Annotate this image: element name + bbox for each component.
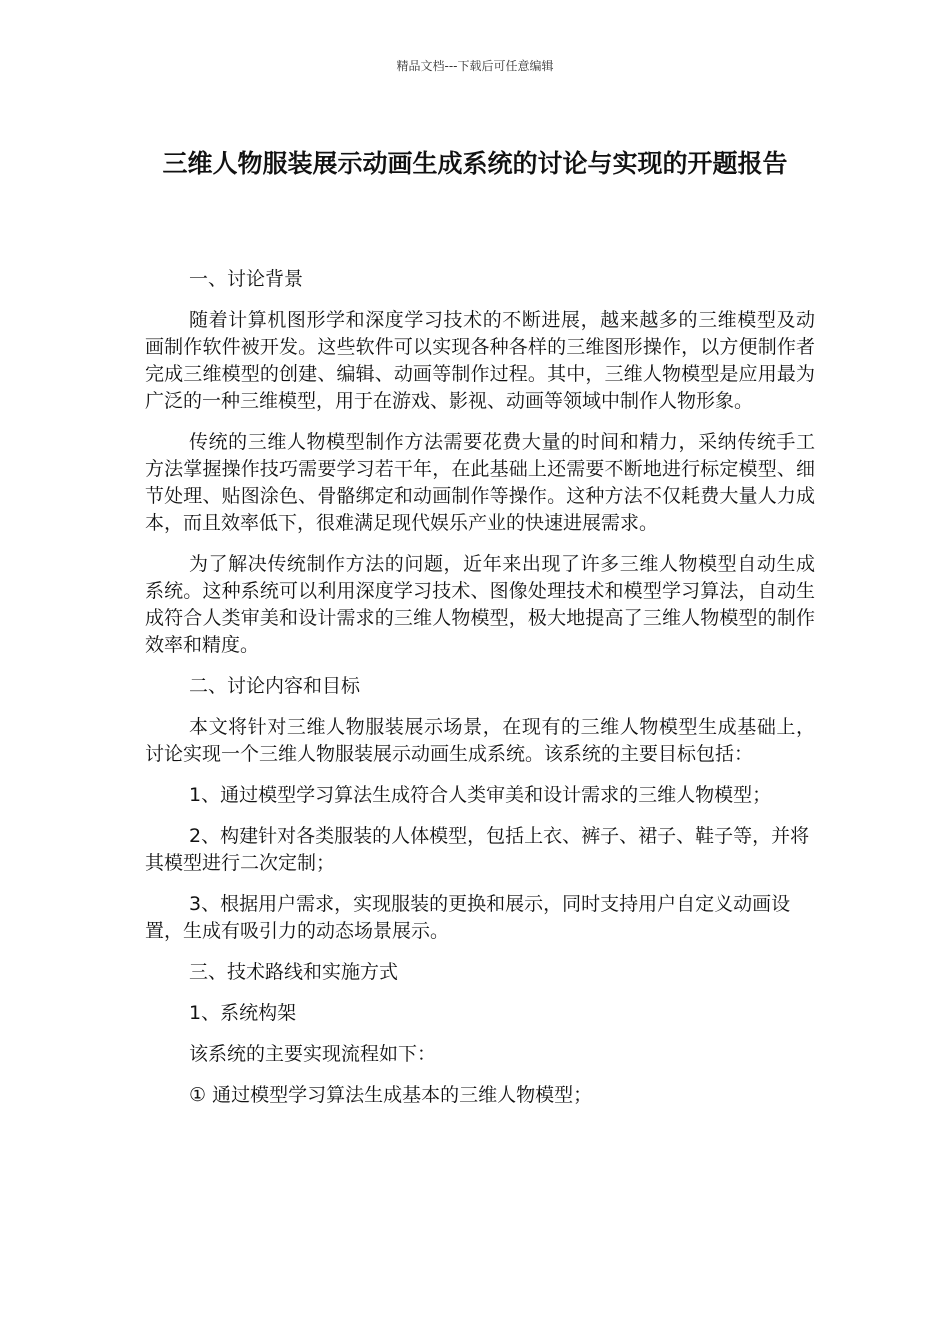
list-item: 3、根据用户需求，实现服装的更换和展示，同时支持用户自定义动画设置，生成有吸引力的动态场景展示。: [145, 893, 791, 942]
paragraph: 随着计算机图形学和深度学习技术的不断进展，越来越多的三维模型及动画制作软件被开发。这些软件可以实现各种各样的三维图形操作，以方便制作者完成三维模型的创建、编辑、动画等制作过程。其中，三维人物模型是应用最为广泛的一种三维模型，用于在游戏、影视、动画等领域中制作人物形象。: [145, 309, 815, 412]
section-heading-background: 一、讨论背景: [189, 268, 304, 290]
header-note: 精品文档---下载后可任意编辑: [396, 59, 554, 73]
document-title: 三维人物服装展示动画生成系统的讨论与实现的开题报告: [162, 149, 788, 178]
section-heading-content-goals: 二、讨论内容和目标: [189, 675, 361, 697]
document-body: [145, 266, 815, 1123]
section-heading-technical-route: 三、技术路线和实施方式: [189, 961, 399, 983]
paragraph: 本文将针对三维人物服装展示场景，在现有的三维人物模型生成基础上，讨论实现一个三维人物服装展示动画生成系统。该系统的主要目标包括：: [145, 716, 815, 765]
paragraph: 传统的三维人物模型制作方法需要花费大量的时间和精力，采纳传统手工方法掌握操作技巧需要学习若干年，在此基础上还需要不断地进行标定模型、细节处理、贴图涂色、骨骼绑定和动画制作等操作。这种方法不仅耗费大量人力成本，而且效率低下，很难满足现代娱乐产业的快速进展需求。: [145, 431, 815, 534]
list-item: 2、构建针对各类服装的人体模型，包括上衣、裤子、裙子、鞋子等，并将其模型进行二次定制；: [145, 825, 810, 874]
paragraph: 该系统的主要实现流程如下：: [189, 1043, 437, 1065]
list-item: ① 通过模型学习算法生成基本的三维人物模型；: [189, 1084, 593, 1106]
list-item: 1、通过模型学习算法生成符合人类审美和设计需求的三维人物模型；: [189, 784, 772, 806]
paragraph: 为了解决传统制作方法的问题，近年来出现了许多三维人物模型自动生成系统。这种系统可以利用深度学习技术、图像处理技术和模型学习算法，自动生成符合人类审美和设计需求的三维人物模型，极大地提高了三维人物模型的制作效率和精度。: [145, 553, 815, 656]
subsection-heading-architecture: 1、系统构架: [189, 1002, 297, 1024]
